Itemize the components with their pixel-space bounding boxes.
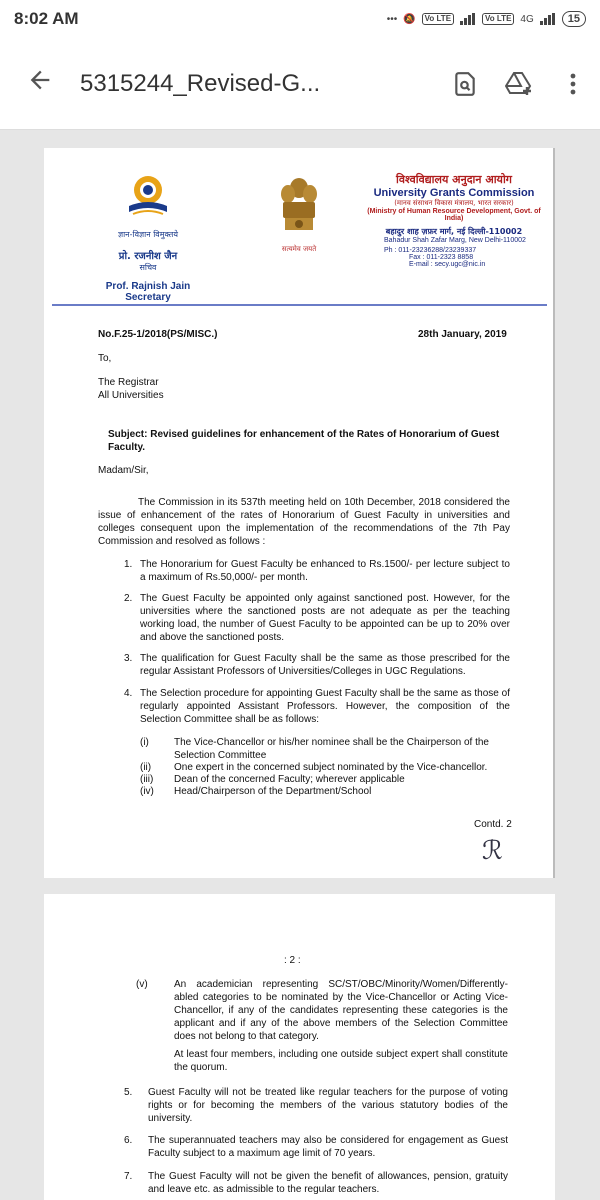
- address: Bahadur Shah Zafar Marg, New Delhi-110002: [384, 237, 526, 244]
- network-type: 4G: [520, 13, 534, 25]
- document-viewer[interactable]: [0, 130, 600, 1200]
- status-bar: [0, 0, 600, 38]
- add-to-drive-button[interactable]: [492, 57, 546, 111]
- fax: Fax : 011-2323 8858: [409, 254, 474, 261]
- point-number: 6.: [124, 1135, 133, 1146]
- volte-icon-2: Vo LTE: [482, 13, 514, 25]
- secretary-header: [98, 170, 198, 303]
- drive-add-icon: [505, 71, 533, 97]
- signal-icon-2: [540, 13, 556, 25]
- battery-icon: 15: [562, 11, 586, 27]
- ugc-name-hindi: विश्वविद्यालय अनुदान आयोग: [396, 173, 512, 186]
- point-number: 3.: [124, 653, 133, 664]
- page-edge: [553, 148, 555, 878]
- sub-point-v: [136, 978, 508, 1043]
- point-number: 1.: [124, 559, 133, 570]
- reference-number: No.F.25-1/2018(PS/MISC.): [98, 329, 218, 340]
- phone: Ph : 011-23236288/23239337: [384, 247, 477, 254]
- secretary-name: Prof. Rajnish Jain: [105, 281, 191, 292]
- email: E-mail : secy.ugc@nic.in: [409, 261, 486, 268]
- ministry-hindi: (मानव संसाधन विकास मंत्रालय, भारत सरकार): [394, 199, 514, 207]
- status-time: 8:02 AM: [14, 9, 79, 28]
- document-title: 5315244_Revised-G...: [80, 69, 321, 97]
- sub-point-text: An academician representing SC/ST/OBC/Minority/Women/Differently-abled categories to be nominated by the Vice-Chancellor or Acting Vice-Chancellor, if any of the candidates representing these categories is the applicant and if any of the above members of the Selection Committee does not belong to that category.: [174, 979, 508, 1042]
- point-7: [124, 1170, 508, 1196]
- salutation: Madam/Sir,: [98, 465, 149, 476]
- secretary-designation-hindi: सचिव: [139, 263, 157, 272]
- point-text: The Guest Faculty will not be given the benefit of allowances, pension, gratuity and leave etc. as admissible to the regular teachers.: [148, 1171, 508, 1195]
- point-3: [124, 652, 510, 678]
- secretary-name-hindi: प्रो. रजनीश जैन: [118, 251, 178, 262]
- ugc-address-header: [359, 172, 549, 268]
- emblem-motto: सत्यमेव जयते: [281, 245, 317, 253]
- secretary-designation: Secretary: [125, 292, 171, 303]
- sub-point-text: One expert in the concerned subject nominated by the Vice-chancellor.: [174, 762, 488, 773]
- address-hindi: बहादुर शाह ज़फ़र मार्ग, नई दिल्ली-110002: [385, 227, 523, 236]
- document-page-2: [44, 894, 555, 1200]
- point-2: [124, 592, 510, 644]
- status-icons: [387, 11, 586, 27]
- sub-point-text: Dean of the concerned Faculty; wherever applicable: [174, 774, 405, 785]
- national-emblem: [269, 176, 329, 254]
- letter-date: 28th January, 2019: [418, 329, 507, 340]
- point-text: The qualification for Guest Faculty shall be the same as those prescribed for the regular Assistant Professors of Universities/Colleges in UGC Regulations.: [140, 653, 510, 677]
- sub-point-number: (iii): [140, 774, 154, 785]
- quorum-note: At least four members, including one outside subject expert shall constitute the quorum.: [174, 1049, 508, 1073]
- page-number: : 2 :: [284, 955, 301, 966]
- point-number: 7.: [124, 1171, 133, 1182]
- notification-icon: •••: [386, 13, 398, 25]
- ministry: (Ministry of Human Resource Development, Govt. of India): [367, 208, 541, 222]
- document-search-icon: [452, 71, 478, 97]
- sub-point-i: [140, 736, 510, 762]
- more-vert-icon: [570, 73, 576, 95]
- sub-point-text: Head/Chairperson of the Department/School: [174, 786, 372, 797]
- subject: Subject: Revised guidelines for enhancement of the Rates of Honorarium of Guest Faculty.: [108, 429, 500, 453]
- point-text: The Guest Faculty be appointed only against sanctioned post. However, for the universities where the sanctioned posts are not adequate as per the teaching working load, the number of Guest Faculty to be appointed can be up to 20% over and above the sanctioned posts.: [140, 593, 510, 643]
- signature-mark: ℛ: [482, 836, 503, 866]
- sub-point-iv: [140, 785, 510, 798]
- signal-icon: [460, 13, 476, 25]
- addressee-2: All Universities: [98, 390, 164, 401]
- continued-note: Contd. 2: [474, 819, 512, 830]
- header-divider: [52, 304, 547, 306]
- sub-point-number: (iv): [140, 786, 154, 797]
- point-text: The superannuated teachers may also be considered for engagement as Guest Faculty subject to a maximum age limit of 70 years.: [148, 1135, 508, 1159]
- point-text: The Honorarium for Guest Faculty be enhanced to Rs.1500/- per lecture subject to a maximum of Rs.50,000/- per month.: [140, 559, 510, 583]
- point-number: 5.: [124, 1087, 133, 1098]
- point-6: [124, 1134, 508, 1160]
- point-number: 4.: [124, 688, 133, 699]
- intro-paragraph: The Commission in its 537th meeting held on 10th December, 2018 considered the issue of enhancement of the rates of Honorarium of Guest Faculty in universities and colleges consequent upon the implementation of the recommendations of the 7th Pay Commission and resolved as follows :: [98, 497, 510, 547]
- addressee-1: The Registrar: [98, 377, 159, 388]
- volte-icon: Vo LTE: [422, 13, 454, 25]
- point-text: Guest Faculty will not be treated like regular teachers for the purpose of voting rights or for becoming the members of the various statutory bodies of the university.: [148, 1087, 508, 1124]
- to-line: To,: [98, 353, 112, 364]
- more-options-button[interactable]: [546, 57, 600, 111]
- point-number: 2.: [124, 593, 133, 604]
- ugc-tagline: ज्ञान-विज्ञान विमुक्तये: [117, 230, 179, 239]
- document-page-1: [44, 148, 555, 878]
- ugc-name: University Grants Commission: [373, 187, 535, 199]
- sub-point-number: (v): [136, 979, 148, 990]
- sub-point-number: (i): [140, 737, 149, 748]
- ashoka-emblem-icon: [276, 176, 322, 240]
- point-5: [124, 1086, 508, 1125]
- search-in-document-button[interactable]: [438, 57, 492, 111]
- mute-icon: 🔕: [403, 13, 416, 25]
- point-text: The Selection procedure for appointing Guest Faculty shall be the same as those of regularly appointed Assistant Professors. However, the composition of the Selection Committee shall be as follows:: [140, 688, 510, 725]
- sub-point-text: The Vice-Chancellor or his/her nominee shall be the Chairperson of the Selection Committee: [174, 737, 489, 761]
- point-4: [124, 687, 510, 726]
- ugc-logo-icon: [121, 170, 175, 224]
- point-1: [124, 558, 510, 584]
- app-bar: [0, 38, 600, 130]
- arrow-back-icon: [26, 66, 54, 94]
- back-button[interactable]: [0, 64, 80, 103]
- sub-point-number: (ii): [140, 762, 152, 773]
